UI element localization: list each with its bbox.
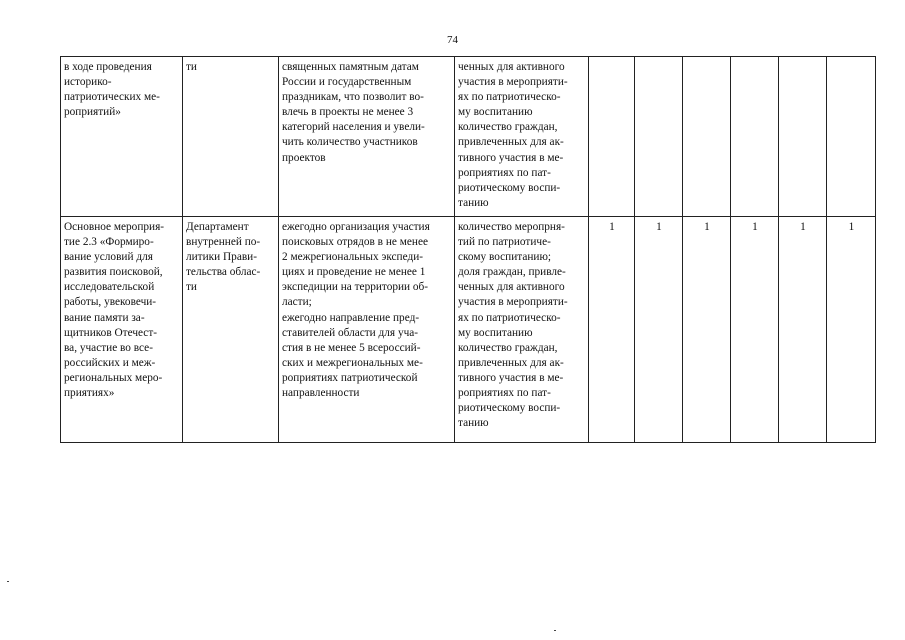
cell-text-line: количество меропрня-	[458, 221, 565, 233]
cell-text-line: количество граждан,	[458, 341, 558, 354]
result-cell	[279, 57, 455, 217]
cell-text-line: роприятиях по пат-	[458, 166, 551, 179]
cell-text-line: скому воспитанию;	[458, 251, 552, 264]
cell-text-line: вание условий для	[64, 251, 153, 264]
cell-text-line: ти	[186, 281, 197, 294]
activity-cell	[61, 57, 183, 217]
result-cell	[279, 217, 455, 443]
value-cell-3: 1	[683, 217, 731, 443]
value-cell-6	[827, 57, 876, 217]
cell-text-line: Департамент	[186, 221, 249, 233]
cell-text-line: танию	[458, 417, 489, 430]
value-cell-2: 1	[635, 217, 683, 443]
cell-text-line: участия в мероприяти-	[458, 296, 568, 309]
cell-text-line: ях по патриотическо-	[458, 91, 561, 104]
scan-speck	[554, 630, 556, 631]
cell-text-line: участия в мероприяти-	[458, 76, 568, 89]
value-cell-5	[779, 57, 827, 217]
cell-text-line: Основное мероприя-	[64, 221, 165, 233]
cell-text-line: праздникам, что позволит во-	[282, 91, 424, 104]
cell-text-line: российских и меж-	[64, 356, 156, 369]
cell-text-line: привлеченных для ак-	[458, 356, 564, 369]
cell-text-line: тивного участия в ме-	[458, 371, 564, 384]
cell-text-line: внутренней по-	[186, 236, 261, 249]
cell-text-line: тий по патриотиче-	[458, 236, 551, 249]
executor-cell	[183, 57, 279, 217]
indicator-cell	[455, 57, 589, 217]
cell-text-line: в ходе проведения	[64, 61, 152, 73]
cell-text-line: риотическому воспи-	[458, 181, 561, 194]
activity-cell	[61, 217, 183, 443]
cell-text-line: ченных для активного	[458, 281, 565, 294]
cell-text-line: тие 2.3 «Формиро-	[64, 236, 154, 249]
value-cell-5: 1	[779, 217, 827, 443]
cell-text-line: 2 межрегиональных экспеди-	[282, 251, 424, 264]
cell-text-line: ях по патриотическо-	[458, 311, 561, 324]
cell-text-line: роприятиях патриотической	[282, 371, 418, 384]
cell-text-line: ти	[186, 61, 197, 73]
table-row	[61, 57, 876, 217]
cell-text-line: вание памяти за-	[64, 311, 145, 324]
cell-text-line: историко-	[64, 76, 112, 89]
cell-text-line: региональных меро-	[64, 371, 163, 384]
page-number: 74	[447, 34, 458, 46]
cell-text-line: доля граждан, привле-	[458, 266, 566, 279]
cell-text-line: развития поисковой,	[64, 266, 163, 279]
program-activities-table	[60, 56, 876, 443]
cell-text-line: приятиях»	[64, 387, 115, 400]
cell-text-line: тивного участия в ме-	[458, 151, 564, 164]
cell-text-line: ласти;	[282, 296, 312, 309]
indicator-cell	[455, 217, 589, 443]
cell-text-line: щитников Отечест-	[64, 326, 158, 339]
cell-text-line: влечь в проекты не менее 3	[282, 106, 414, 119]
cell-text-line: ставителей области для уча-	[282, 326, 419, 339]
cell-text-line: чить количество участников	[282, 136, 418, 149]
value-cell-1: 1	[589, 217, 635, 443]
cell-text-line: поисковых отрядов в не менее	[282, 236, 428, 249]
cell-text-line: ежегодно организация участия	[282, 221, 430, 233]
value-cell-1	[589, 57, 635, 217]
scan-speck	[7, 581, 9, 582]
cell-text-line: России и государственным	[282, 76, 412, 89]
cell-text-line: работы, увековечи-	[64, 296, 157, 309]
cell-text-line: привлеченных для ак-	[458, 136, 564, 149]
cell-text-line: исследовательской	[64, 281, 155, 294]
cell-text-line: категорий населения и увели-	[282, 121, 425, 134]
cell-text-line: литики Прави-	[186, 251, 257, 264]
value-cell-2	[635, 57, 683, 217]
value-cell-6: 1	[827, 217, 876, 443]
table-row	[61, 217, 876, 443]
cell-text-line: риотическому воспи-	[458, 402, 561, 415]
cell-text-line: роприятий»	[64, 106, 121, 119]
cell-text-line: патриотических ме-	[64, 91, 160, 104]
cell-text-line: проектов	[282, 151, 326, 164]
value-cell-4: 1	[731, 217, 779, 443]
cell-text-line: му воспитанию	[458, 326, 533, 339]
cell-text-line: экспедиции на территории об-	[282, 281, 429, 294]
cell-text-line: количество граждан,	[458, 121, 558, 134]
cell-text-line: ва, участие во все-	[64, 341, 153, 354]
cell-text-line: танию	[458, 196, 489, 209]
cell-text-line: стия в не менее 5 всероссий-	[282, 341, 421, 354]
value-cell-4	[731, 57, 779, 217]
cell-text-line: направленности	[282, 387, 360, 400]
cell-text-line: тельства облас-	[186, 266, 261, 279]
cell-text-line: му воспитанию	[458, 106, 533, 119]
cell-text-line: ских и межрегиональных ме-	[282, 356, 423, 369]
cell-text-line: священных памятным датам	[282, 61, 419, 73]
cell-text-line: ченных для активного	[458, 61, 565, 73]
value-cell-3	[683, 57, 731, 217]
cell-text-line: роприятиях по пат-	[458, 387, 551, 400]
executor-cell	[183, 217, 279, 443]
cell-text-line: ежегодно направление пред-	[282, 311, 420, 324]
cell-text-line: циях и проведение не менее 1	[282, 266, 426, 279]
